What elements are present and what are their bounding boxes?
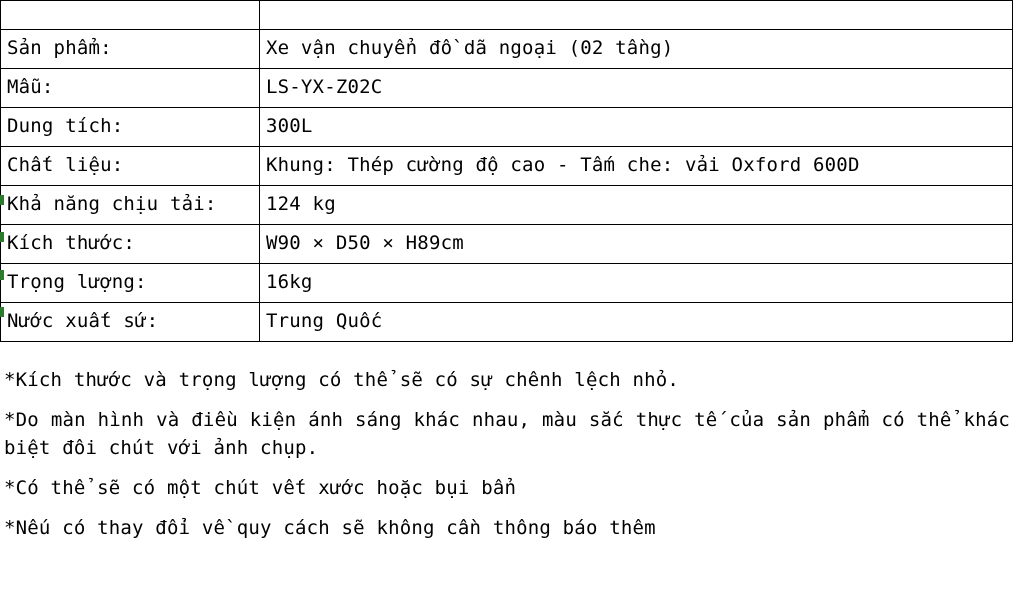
spec-value-product: Xe vận chuyển đồ dã ngoại (02 tầng): [260, 30, 1013, 69]
edge-marker: [0, 232, 4, 242]
table-header-left-cell: [1, 1, 260, 30]
spec-label-model: Mẫu:: [1, 69, 260, 108]
edge-marker: [0, 270, 4, 280]
table-row: [1, 186, 1013, 225]
note-item: *Có thể sẽ có một chút vết xước hoặc bụi bẩn: [4, 477, 517, 499]
spec-label-material: Chất liệu:: [1, 147, 260, 186]
spec-value-material: Khung: Thép cường độ cao - Tấm che: vải Oxford 600D: [260, 147, 1013, 186]
table-row: [1, 108, 1013, 147]
table-row: [1, 69, 1013, 108]
spec-value-dimensions: W90 × D50 × H89cm: [260, 225, 1013, 264]
table-row: [1, 264, 1013, 303]
notes-section: [0, 342, 1014, 542]
table-row: [1, 147, 1013, 186]
spec-label-weight: Trọng lượng:: [1, 264, 260, 303]
table-header-right-cell: [260, 1, 1013, 30]
table-row: [1, 30, 1013, 69]
edge-marker: [0, 307, 4, 317]
table-row: [1, 225, 1013, 264]
spec-label-product: Sản phẩm:: [1, 30, 260, 69]
table-header-row: [1, 1, 1013, 30]
spec-value-load-capacity: 124 kg: [260, 186, 1013, 225]
spec-value-capacity: 300L: [260, 108, 1013, 147]
table-row: [1, 303, 1013, 342]
specification-table-body: [1, 1, 1013, 342]
edge-marker: [0, 195, 4, 205]
note-item: *Kích thước và trọng lượng có thể sẽ có sự chênh lệch nhỏ.: [4, 369, 680, 391]
spec-label-capacity: Dung tích:: [1, 108, 260, 147]
note-item: *Nếu có thay đổi về quy cách sẽ không cần thông báo thêm: [4, 517, 656, 539]
spec-label-origin: Nước xuất sứ:: [1, 303, 260, 342]
spec-label-load-capacity: Khả năng chịu tải:: [1, 186, 260, 225]
spec-value-weight: 16kg: [260, 264, 1013, 303]
spec-value-model: LS-YX-Z02C: [260, 69, 1013, 108]
note-item: *Do màn hình và điều kiện ánh sáng khác nhau, màu sắc thực tế của sản phẩm có thể khác biệt đôi chút với ảnh chụp.: [4, 409, 1010, 459]
spec-label-dimensions: Kích thước:: [1, 225, 260, 264]
spec-value-origin: Trung Quốc: [260, 303, 1013, 342]
